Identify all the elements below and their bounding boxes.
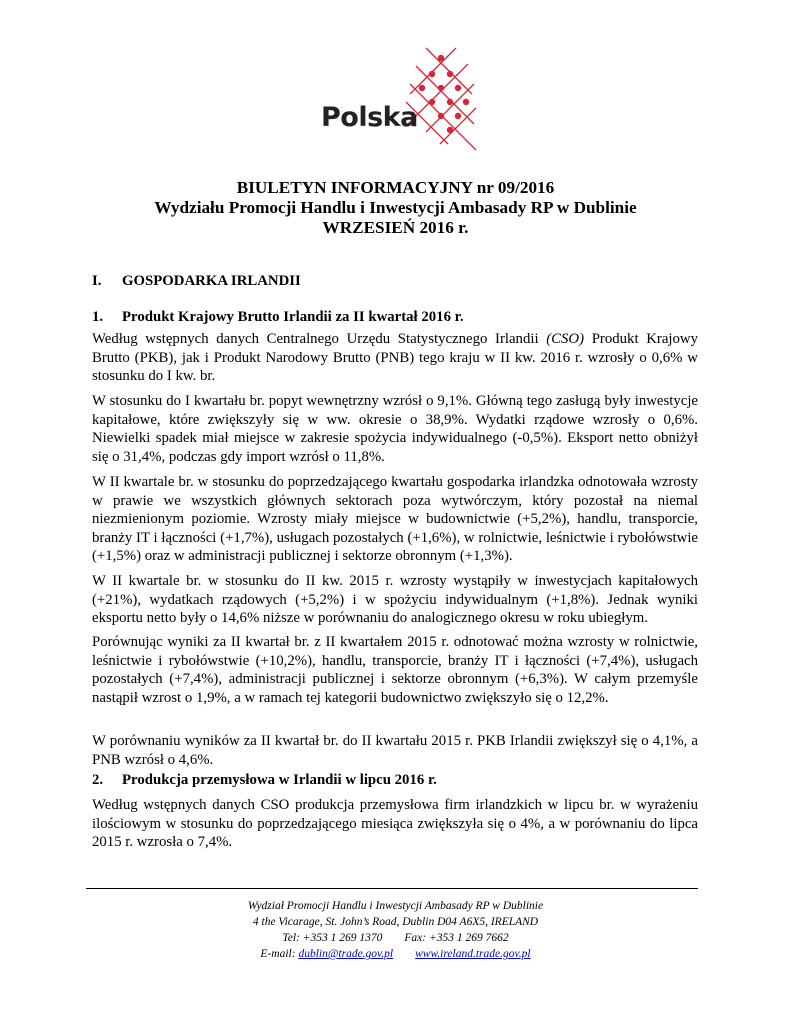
footer-phone-fax: [0, 930, 791, 946]
paragraph-domestic-demand: W stosunku do I kwartału br. popyt wewnętrzny wzrósł o 9,1%. Główną tego zasługą były inwestycje kapitałowe, które zwiększyły się w ww. okresie o 38,9%. Wydatki rządowe wzrosły o 0,6%. Niewielki spadek miał miejsce w zakresie spożycia indywidualnego (-0,5%). Eksport netto obniżył się o 31,4%, podczas gdy import wzrósł o 11,8%.: [92, 393, 698, 465]
subsection-title: Produkt Krajowy Brutto Irlandii za II kwartał 2016 r.: [122, 309, 464, 325]
paragraph-gdp-intro: Według wstępnych danych Centralnego Urzędu Statystycznego Irlandii (CSO) Produkt Krajowy Brutto (PKB), jak i Produkt Narodowy Brutto (PNB) tego kraju w II kw. 2016 r. wzrosły o 0,6% w stosunku do I kw. br.: [92, 331, 698, 385]
website-link[interactable]: www.ireland.trade.gov.pl: [415, 948, 531, 960]
section-heading-economy: [92, 273, 301, 290]
polska-lace-icon: [396, 44, 478, 156]
paragraph-industrial-production: Według wstępnych danych CSO produkcja przemysłowa firm irlandzkich w lipcu br. w wyrażeniu ilościowym w stosunku do poprzedzającego miesiąca zwiększyła się o 4%, a w porównaniu do lipca 2015 r. wzrosła o 7,4%.: [92, 797, 698, 851]
footer-divider: [86, 888, 698, 889]
section-title: GOSPODARKA IRLANDII: [122, 273, 301, 289]
footer-tel: Tel: +353 1 269 1370: [282, 932, 383, 944]
paragraph-gdp-gnp-annual: W porównaniu wyników za II kwartał br. do II kwartału 2015 r. PKB Irlandii zwiększył się o 4,1%, a PNB wzrósł o 4,6%.: [92, 733, 698, 768]
footer-address: 4 the Vicarage, St. John’s Road, Dublin D04 A6X5, IRELAND: [252, 916, 539, 928]
subsection-heading-gdp: [92, 309, 464, 326]
paragraph-yoy-sectors: Porównując wyniki za II kwartał br. z II kwartałem 2015 r. odnotować można wzrosty w rolnictwie, leśnictwie i rybołówstwie (+10,2%), handlu, transporcie, branży IT i łączności (+7,4%), usługach pozostałych (+7,4%), administracji publicznej i sektorze obronnym (+6,3%). W całym przemyśle nastąpił wzrost o 1,9%, a w ramach tej kategorii budownictwo zwiększyło się o 12,2%.: [92, 634, 698, 706]
title-line-3: WRZESIEŃ 2016 r.: [322, 218, 469, 237]
bulletin-title: [0, 178, 791, 238]
title-line-1: BIULETYN INFORMACYJNY nr 09/2016: [236, 178, 555, 197]
section-number: I.: [92, 273, 102, 289]
polska-logo: [318, 44, 478, 156]
subsection-title: Produkcja przemysłowa w Irlandii w lipcu 2016 r.: [122, 772, 437, 788]
footer-office: Wydział Promocji Handlu i Inwestycji Ambasady RP w Dublinie: [247, 900, 544, 912]
footer-fax: Fax: +353 1 269 7662: [404, 932, 509, 944]
logo-wordmark: Polska: [321, 102, 418, 133]
subsection-number: 1.: [92, 309, 104, 325]
footer: [0, 898, 791, 962]
paragraph-yoy-components: W II kwartale br. w stosunku do II kw. 2015 r. wzrosty wystąpiły w inwestycjach kapitałowych (+21%), wydatkach rządowych (+5,2%) i w spożyciu indywidualnym (+1,8%). Jednak wyniki eksportu netto były o 14,6% niższe w porównaniu do analogicznego okresu w roku ubiegłym.: [92, 573, 698, 627]
paragraph-sector-growth: W II kwartale br. w stosunku do poprzedzającego kwartału gospodarka irlandzka odnotowała wzrosty w prawie we wszystkich głównych sektorach poza wytwórczym, który pozostał na niemal niezmienionym poziomie. Wzrosty miały miejsce w budownictwie (+5,2%), handlu, transporcie, branży IT i łączności (+1,7%), usługach pozostałych (+1,6%), w rolnictwie, leśnictwie i rybołówstwie (+1,5%) oraz w administracji publicznej i sektorze obronnym (+1,3%).: [92, 474, 698, 565]
footer-contacts: [0, 946, 791, 962]
title-line-2: Wydziału Promocji Handlu i Inwestycji Ambasady RP w Dublinie: [154, 198, 637, 217]
email-link[interactable]: dublin@trade.gov.pl: [298, 948, 394, 960]
subsection-number: 2.: [92, 772, 104, 788]
footer-email-label: E-mail:: [260, 948, 299, 960]
subsection-heading-industrial-production: [92, 772, 437, 789]
